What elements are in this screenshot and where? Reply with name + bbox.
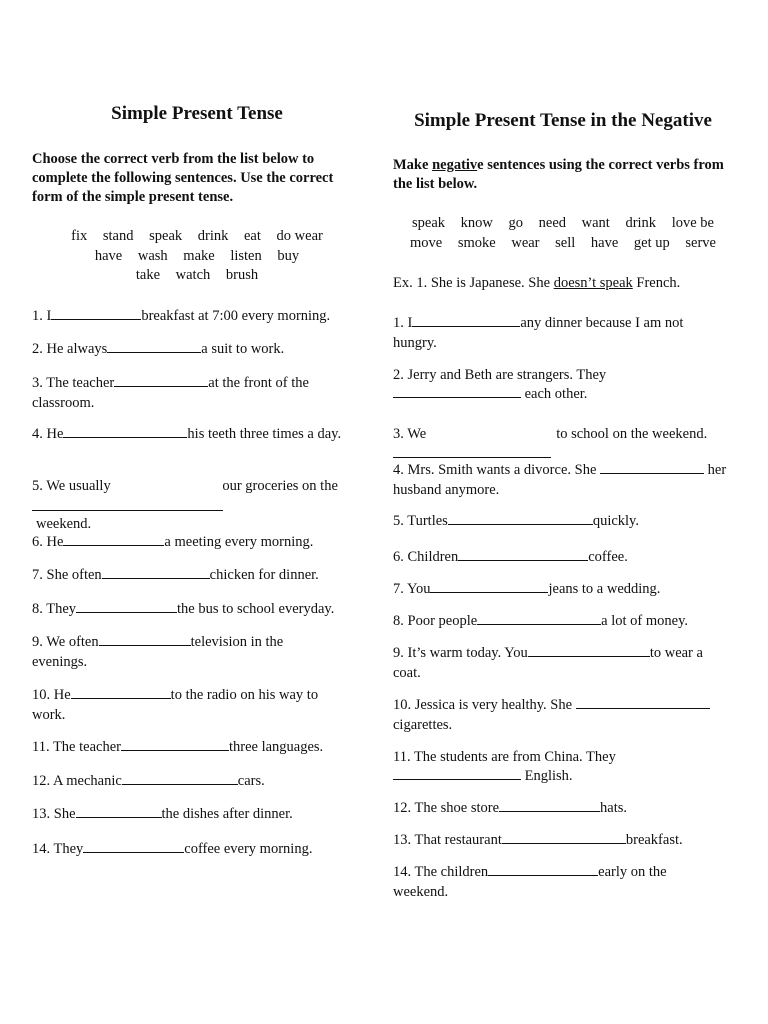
- answer-blank[interactable]: [499, 798, 600, 812]
- answer-blank[interactable]: [412, 313, 520, 327]
- word: buy: [277, 247, 300, 264]
- answer-blank[interactable]: [121, 737, 229, 751]
- word: know: [460, 215, 493, 231]
- word: need: [538, 215, 567, 231]
- left-item: 6. He a meeting every morning.: [32, 534, 314, 550]
- answer-blank[interactable]: [71, 685, 171, 699]
- left-item: 4. He his teeth three times a day.: [32, 426, 342, 442]
- left-title: Simple Present Tense: [111, 103, 283, 124]
- answer-blank[interactable]: [51, 306, 141, 320]
- left-word-bank: [32, 227, 362, 286]
- word: love be: [671, 215, 714, 231]
- example-sentence: Ex. 1. She is Japanese. She doesn’t speak French.: [393, 275, 681, 291]
- answer-blank[interactable]: [76, 599, 177, 613]
- word: serve: [685, 234, 716, 251]
- left-item: 9. We often television in the evenings.: [32, 634, 284, 670]
- right-item: 14. The children early on the weekend.: [393, 864, 667, 900]
- right-item: 6. Children coffee.: [393, 549, 628, 565]
- right-item: 5. Turtles quickly.: [393, 513, 639, 529]
- left-item: 13. She the dishes after dinner.: [32, 806, 293, 822]
- left-item: 2. He always a suit to work.: [32, 341, 285, 357]
- right-item: 12. The shoe store hats.: [393, 800, 628, 816]
- answer-blank[interactable]: [107, 339, 201, 353]
- answer-blank[interactable]: [528, 643, 650, 657]
- word: speak: [149, 228, 183, 244]
- left-item: 11. The teacher three languages.: [32, 739, 324, 755]
- word: listen: [230, 247, 262, 264]
- answer-blank[interactable]: [63, 424, 187, 438]
- answer-blank[interactable]: [488, 862, 598, 876]
- right-item: 11. The students are from China. They: [393, 749, 616, 765]
- left-word-bank-row: [32, 247, 362, 267]
- word: stand: [102, 228, 134, 244]
- right-item: 1. I any dinner because I am not hungry.: [393, 315, 684, 351]
- answer-blank[interactable]: [99, 632, 191, 646]
- answer-blank[interactable]: [114, 373, 208, 387]
- left-item: 10. He to the radio on his way to work.: [32, 687, 319, 723]
- answer-blank[interactable]: [458, 547, 588, 561]
- word: do wear: [276, 228, 323, 244]
- answer-blank[interactable]: [393, 766, 521, 780]
- word: watch: [175, 267, 211, 283]
- answer-blank[interactable]: [76, 804, 162, 818]
- word: brush: [225, 267, 259, 283]
- left-item: 8. They the bus to school everyday.: [32, 601, 335, 617]
- word: wash: [137, 247, 168, 264]
- left-item: 14. They coffee every morning.: [32, 841, 313, 857]
- word: get up: [633, 234, 670, 251]
- word: take: [135, 267, 161, 283]
- right-item: 9. It’s warm today. You to wear a coat.: [393, 645, 703, 681]
- left-instructions: Choose the correct verb from the list below to complete the following sentences. Use the correct form of the simple present tense.: [32, 151, 334, 205]
- answer-blank[interactable]: [430, 579, 548, 593]
- answer-blank[interactable]: [393, 457, 551, 458]
- right-word-bank: [393, 214, 733, 253]
- answer-blank[interactable]: [63, 532, 164, 546]
- right-word-bank-row: [393, 214, 733, 234]
- answer-blank[interactable]: [502, 830, 626, 844]
- right-item: 4. Mrs. Smith wants a divorce. She her husband anymore.: [393, 462, 727, 498]
- answer-blank[interactable]: [32, 510, 223, 511]
- word: smoke: [457, 234, 496, 251]
- word: sell: [555, 234, 576, 251]
- right-item: 13. That restaurant breakfast.: [393, 832, 683, 848]
- right-item-continued: each other.: [393, 384, 733, 404]
- right-item-continued: English.: [393, 766, 733, 786]
- word: eat: [244, 228, 261, 244]
- right-item: 8. Poor people a lot of money.: [393, 613, 689, 629]
- word: move: [410, 234, 443, 251]
- answer-blank[interactable]: [122, 771, 238, 785]
- left-item: 7. She often chicken for dinner.: [32, 567, 319, 583]
- right-instructions: Make negative sentences using the correct verbs from the list below.: [393, 157, 724, 192]
- word: wear: [511, 234, 540, 251]
- left-item: 3. The teacher at the front of the classroom.: [32, 375, 309, 411]
- word: drink: [625, 215, 657, 231]
- answer-blank[interactable]: [393, 384, 521, 398]
- word: want: [581, 215, 610, 231]
- right-item: 2. Jerry and Beth are strangers. They: [393, 367, 607, 383]
- word: have: [94, 247, 123, 264]
- answer-blank[interactable]: [600, 460, 704, 474]
- answer-blank[interactable]: [83, 839, 184, 853]
- word: make: [183, 247, 215, 264]
- left-item: 1. I breakfast at 7:00 every morning.: [32, 308, 331, 324]
- right-item: 3. We to school on the weekend.: [393, 426, 708, 442]
- left-item: 5. We usually our groceries on the: [32, 478, 338, 494]
- answer-blank[interactable]: [477, 611, 601, 625]
- right-word-bank-row: [393, 234, 733, 254]
- word: fix: [71, 228, 88, 244]
- answer-blank[interactable]: [448, 511, 593, 525]
- right-item: 10. Jessica is very healthy. She cigarettes.: [393, 695, 725, 735]
- word: drink: [197, 228, 229, 244]
- answer-blank[interactable]: [102, 565, 210, 579]
- right-title: Simple Present Tense in the Negative: [414, 110, 712, 131]
- left-item-continued: weekend.: [36, 516, 92, 532]
- answer-blank[interactable]: [576, 695, 710, 709]
- word: have: [590, 234, 619, 251]
- word: speak: [412, 215, 446, 231]
- left-word-bank-row: [32, 227, 362, 247]
- word: go: [508, 215, 524, 231]
- right-item: 7. You jeans to a wedding.: [393, 581, 661, 597]
- left-item: 12. A mechanic cars.: [32, 773, 265, 789]
- left-word-bank-row: [32, 266, 362, 286]
